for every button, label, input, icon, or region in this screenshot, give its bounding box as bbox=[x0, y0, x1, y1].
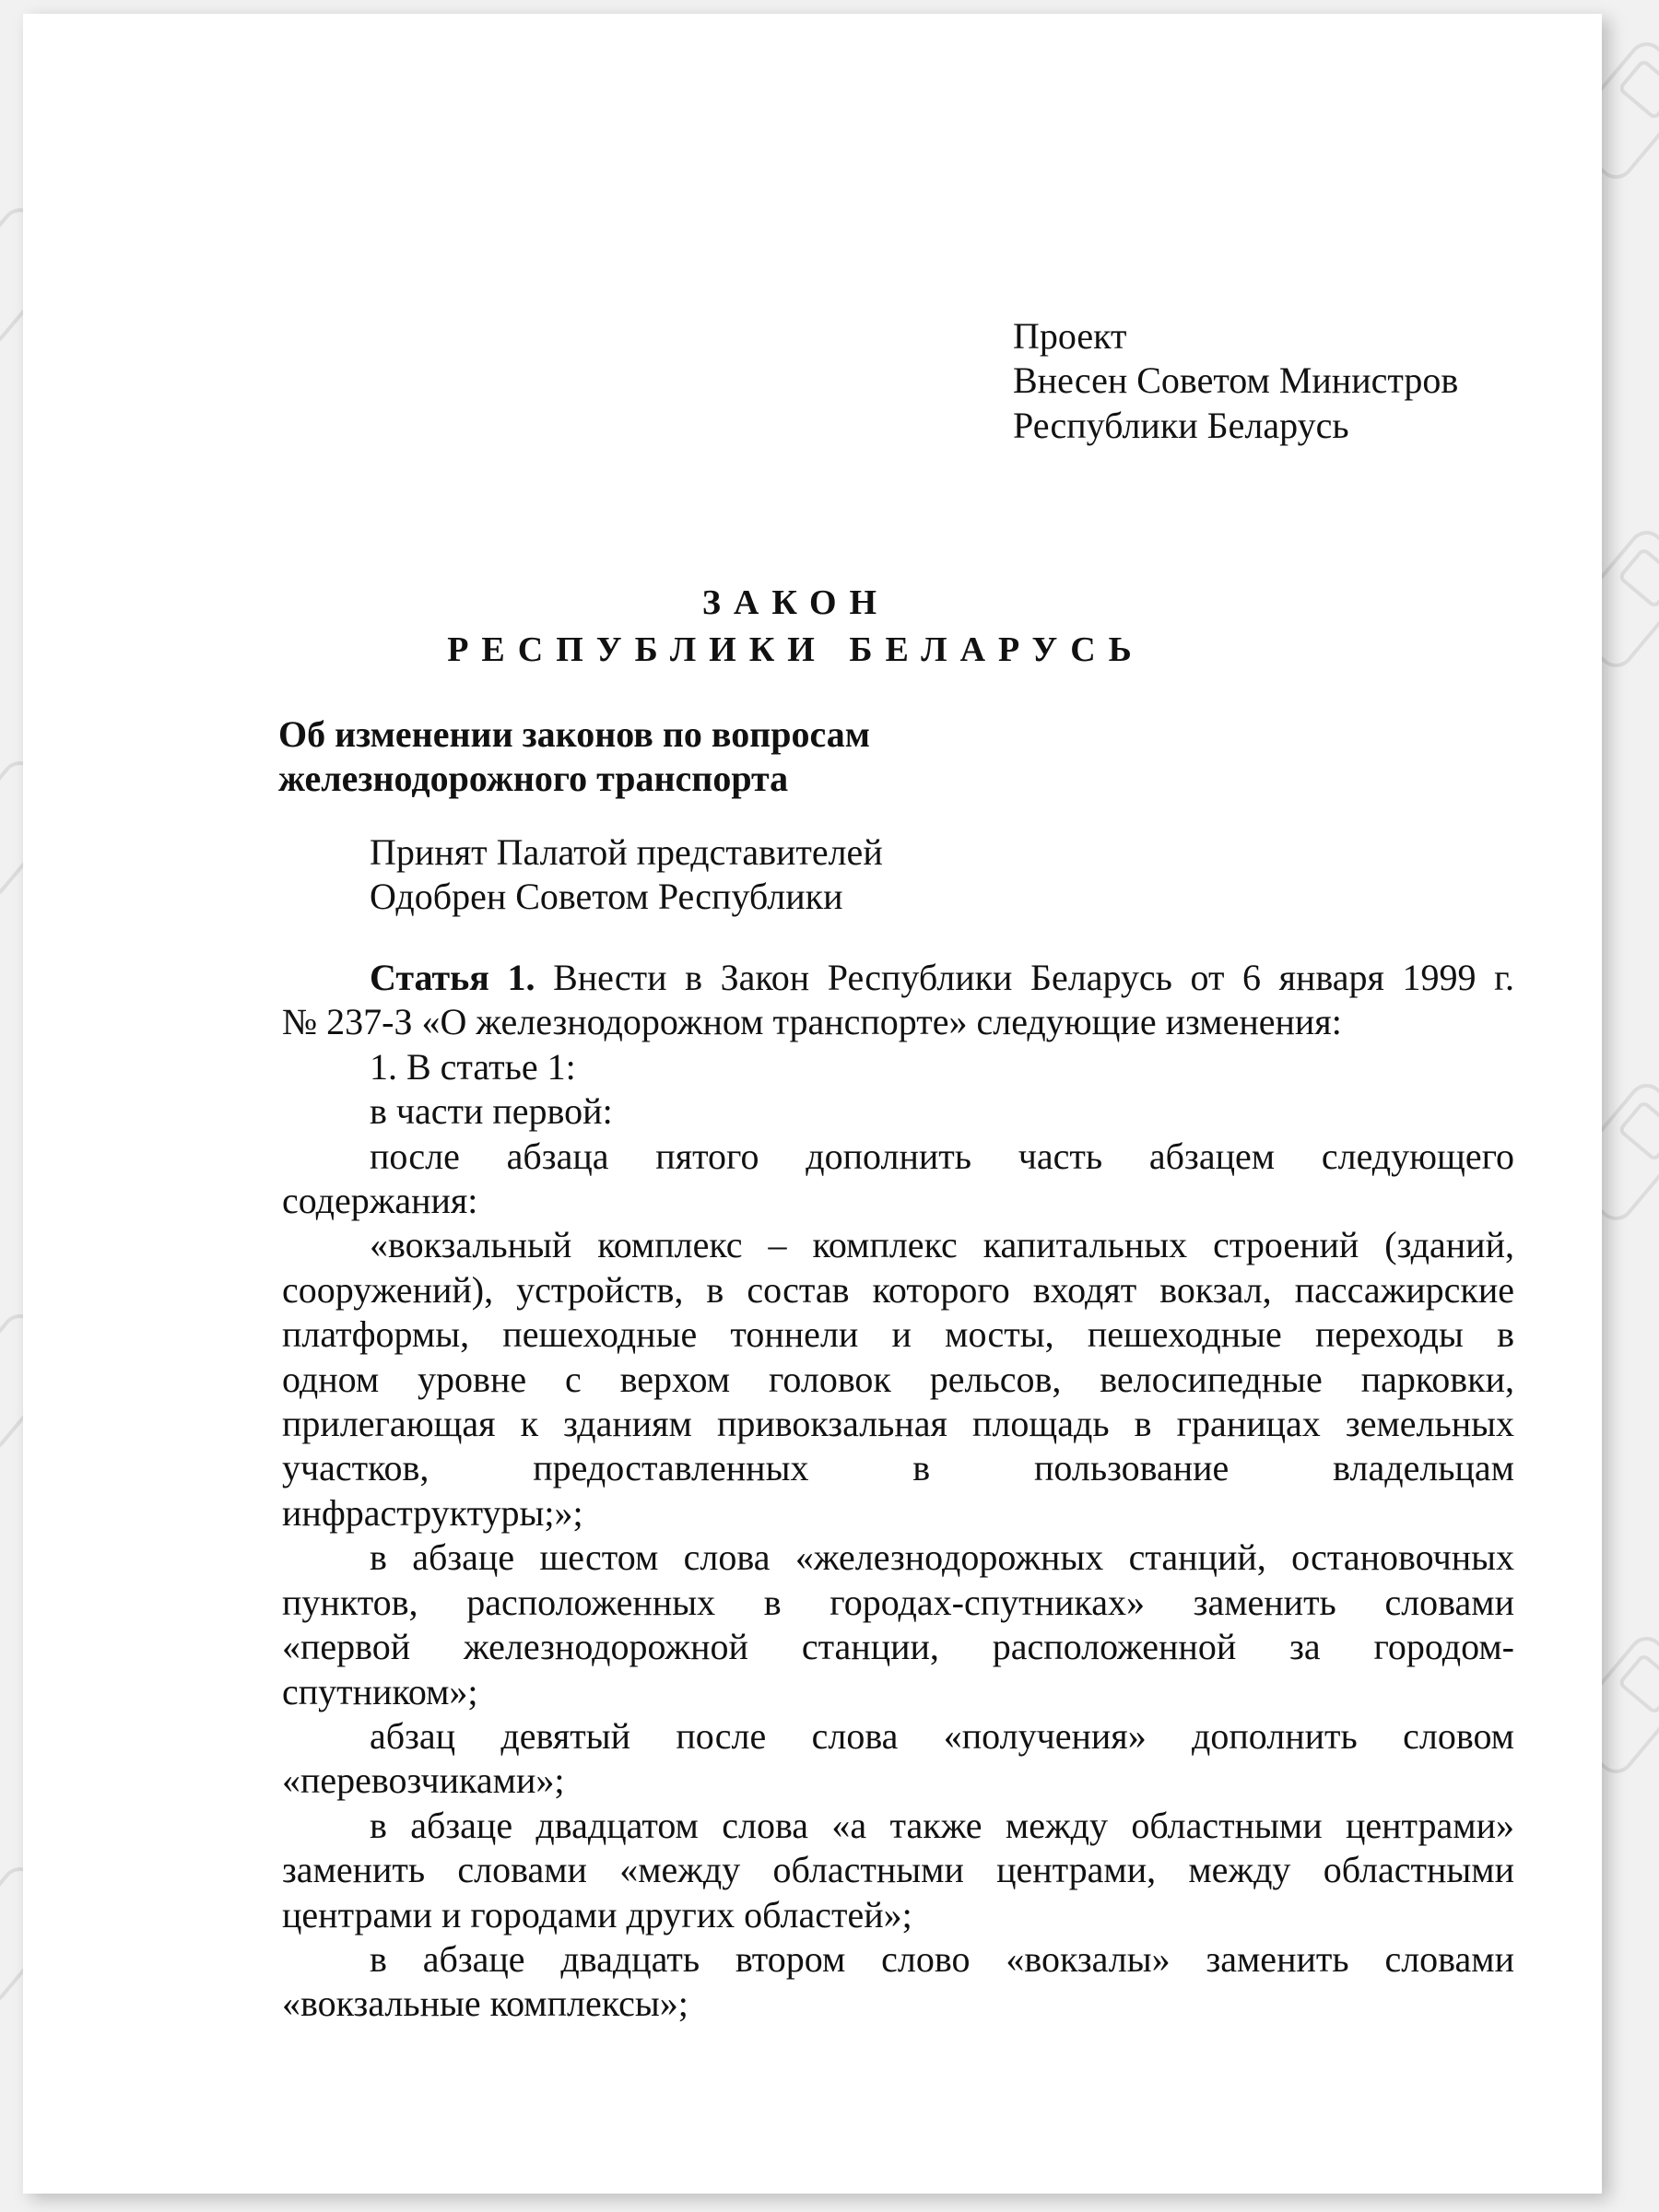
article-line-text: 1. В статье 1: bbox=[370, 1045, 576, 1088]
article-line bbox=[282, 1625, 1514, 1669]
stamp-line: Республики Беларусь bbox=[1013, 404, 1349, 446]
article-line bbox=[282, 1135, 1514, 1179]
article-line-text: спутником»; bbox=[282, 1670, 478, 1712]
article-line-text: участков, предоставленных в пользование владельцам bbox=[282, 1447, 1514, 1489]
article-line-text: прилегающая к зданиям привокзальная площадь в границах земельных bbox=[282, 1403, 1514, 1445]
subject-line: Об изменении законов по вопросам bbox=[278, 713, 871, 755]
article-line bbox=[282, 956, 1514, 1000]
article-line bbox=[282, 1759, 1514, 1803]
article-line bbox=[282, 1804, 1514, 1848]
article-1-body bbox=[282, 956, 1514, 2027]
stamp-line: Проект bbox=[1013, 315, 1127, 357]
article-line bbox=[282, 1446, 1514, 1490]
article-line-text: сооружений), устройств, в состав которого входят вокзал, пассажирские bbox=[282, 1268, 1514, 1311]
article-line-text: в абзаце двадцатом слова «а также между областными центрами» bbox=[370, 1804, 1514, 1846]
article-line-text: платформы, пешеходные тоннели и мосты, пешеходные переходы в bbox=[282, 1313, 1514, 1356]
article-line bbox=[282, 1268, 1514, 1312]
article-line-text: одном уровне с верхом головок рельсов, велосипедные парковки, bbox=[282, 1358, 1514, 1400]
document-page bbox=[23, 14, 1602, 2194]
article-line bbox=[282, 1045, 1514, 1089]
article-line-text: «вокзальные комплексы»; bbox=[282, 1983, 688, 2025]
stamp-line: Внесен Советом Министров bbox=[1013, 359, 1459, 402]
article-line bbox=[282, 1358, 1514, 1402]
article-line-text: «первой железнодорожной станции, расположенной за городом- bbox=[282, 1626, 1514, 1668]
law-title-country: РЕСПУБЛИКИ БЕЛАРУСЬ bbox=[447, 630, 1145, 669]
article-line bbox=[282, 1491, 1514, 1535]
article-line-text: содержания: bbox=[282, 1180, 478, 1222]
adoption-line: Одобрен Советом Республики bbox=[370, 876, 843, 918]
draft-stamp bbox=[1013, 314, 1458, 448]
adoption-info bbox=[370, 830, 883, 920]
article-line-text: в абзаце двадцать втором слово «вокзалы» заменить словами bbox=[370, 1937, 1514, 1980]
article-line-text: заменить словами «между областными центрами, между областными bbox=[282, 1849, 1514, 1891]
article-line-text: в части первой: bbox=[370, 1090, 613, 1133]
law-title: ЗАКОН bbox=[701, 583, 890, 622]
article-line-text: «вокзальный комплекс – комплекс капитальных строений (зданий, bbox=[370, 1224, 1514, 1266]
article-line-text: пунктов, расположенных в городах-спутниках» заменить словами bbox=[282, 1581, 1514, 1623]
article-line-text: после абзаца пятого дополнить часть абзацем следующего bbox=[370, 1135, 1514, 1177]
article-line-text: абзац девятый после слова «получения» дополнить словом bbox=[370, 1714, 1514, 1757]
article-line bbox=[282, 1402, 1514, 1446]
article-line bbox=[282, 1581, 1514, 1625]
article-line bbox=[282, 1982, 1514, 2026]
article-line bbox=[282, 1893, 1514, 1937]
article-line-text: в абзаце шестом слова «железнодорожных станций, остановочных bbox=[370, 1536, 1514, 1579]
article-line bbox=[282, 1223, 1514, 1267]
law-subject bbox=[278, 712, 870, 802]
article-line-text: инфраструктуры;»; bbox=[282, 1491, 583, 1534]
article-line bbox=[282, 1089, 1514, 1134]
subject-line: железнодорожного транспорта bbox=[278, 758, 789, 800]
article-line-text: № 237-З «О железнодорожном транспорте» следующие изменения: bbox=[282, 1001, 1342, 1043]
article-line bbox=[282, 1000, 1514, 1044]
article-line bbox=[282, 1714, 1514, 1759]
article-line-text: Внести в Закон Республики Беларусь от 6 января 1999 г. bbox=[535, 957, 1514, 998]
article-line bbox=[282, 1535, 1514, 1580]
article-label: Статья 1. bbox=[370, 957, 535, 998]
article-line-text: «перевозчиками»; bbox=[282, 1759, 565, 1802]
article-line bbox=[282, 1848, 1514, 1892]
adoption-line: Принят Палатой представителей bbox=[370, 831, 883, 873]
article-line bbox=[282, 1670, 1514, 1714]
article-line bbox=[282, 1179, 1514, 1223]
article-line bbox=[282, 1312, 1514, 1357]
article-line-text: центрами и городами других областей»; bbox=[282, 1893, 912, 1936]
article-line bbox=[282, 1937, 1514, 1982]
